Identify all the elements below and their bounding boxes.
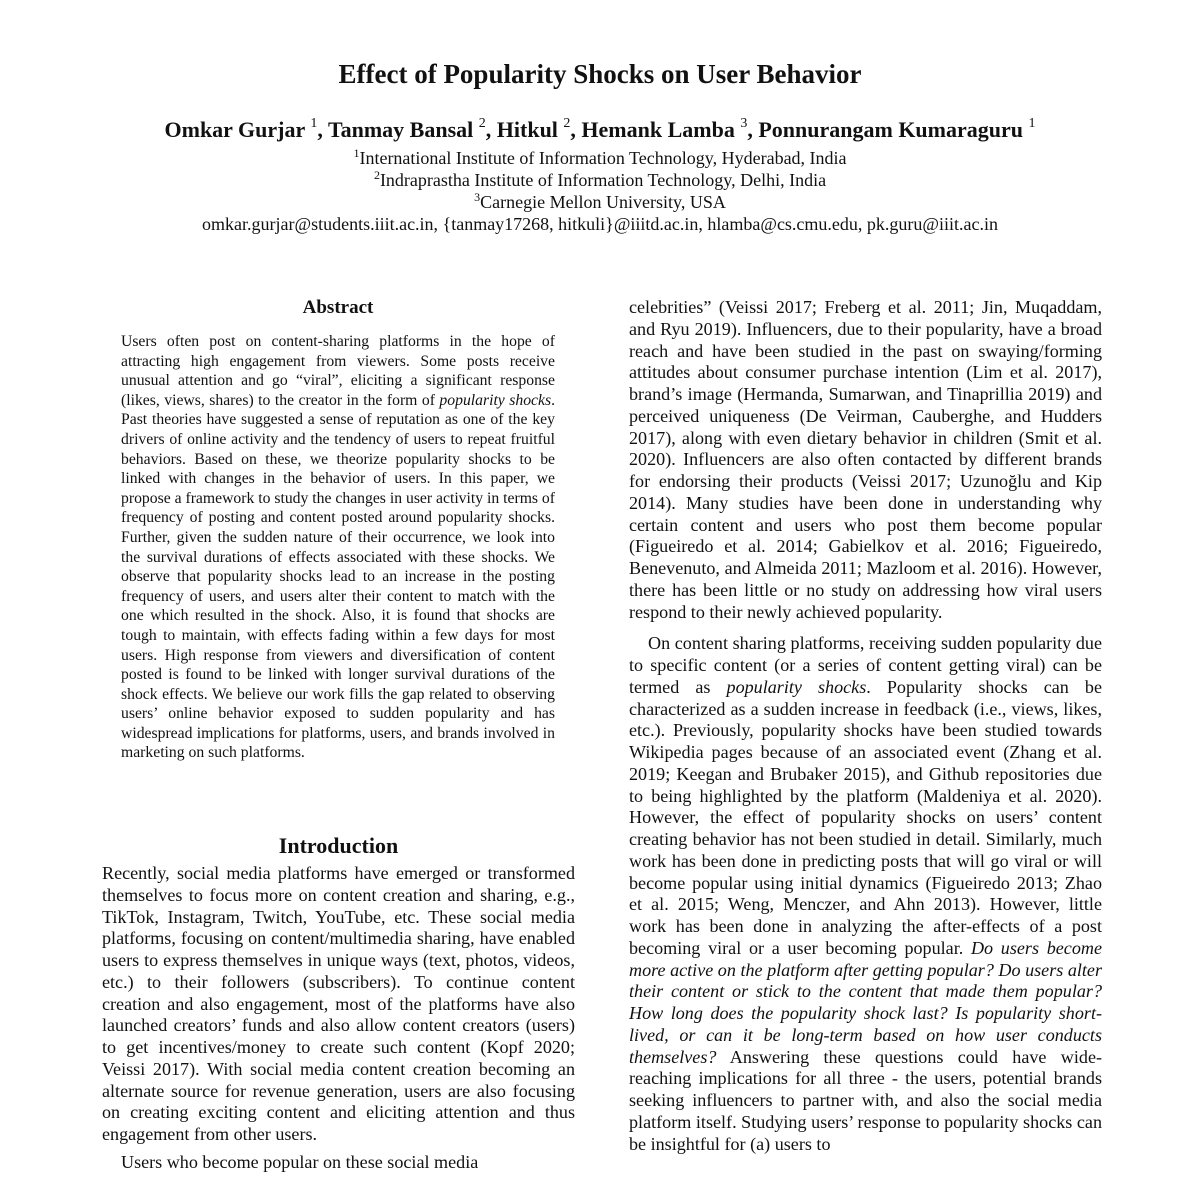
body-text-part: Answering these questions could have wide-reaching implications for all three - the users, potential brands seeking influencers to partner with, and also the social media platform itself. Studying users’ response to popularity shocks can be insightful for (a) users to bbox=[629, 1046, 1102, 1154]
author-affiliation-mark: 1 bbox=[310, 116, 318, 131]
author-list: Omkar Gurjar $^1$, Tanmay Bansal $^2$, Hitkul $^2$, Hemank Lamba $^3$, Ponnurangam Kumaraguru $^1$ bbox=[164, 116, 1036, 142]
body-text-part: On content sharing platforms, receiving sudden popularity due to specific content (or a series of content getting viral) can be termed as bbox=[629, 633, 1102, 697]
affiliations bbox=[0, 147, 1200, 235]
right-column bbox=[629, 297, 1102, 1182]
paper-title: Effect of Popularity Shocks on User Behavior bbox=[338, 59, 862, 89]
abstract-section bbox=[121, 296, 555, 763]
body-emphasis: popularity shocks bbox=[726, 676, 867, 697]
affiliation-text: Carnegie Mellon University, USA bbox=[480, 192, 726, 212]
introduction-section bbox=[102, 832, 575, 1182]
affiliation-line bbox=[0, 147, 1200, 169]
affiliation-mark: 3 bbox=[474, 190, 481, 204]
affiliation-text: International Institute of Information Technology, Hyderabad, India bbox=[359, 148, 847, 168]
author-affiliation-mark: 2 bbox=[563, 116, 571, 131]
abstract-text bbox=[121, 332, 555, 763]
author-emails: omkar.gurjar@students.iiit.ac.in, {tanmay17268, hitkuli}@iiitd.ac.in, hlamba@cs.cmu.edu, pk.guru@iiit.ac.in bbox=[202, 214, 998, 234]
affiliation-line bbox=[0, 191, 1200, 213]
affiliation-line bbox=[0, 169, 1200, 191]
author-affiliation-mark: 1 bbox=[1028, 116, 1036, 131]
abstract-heading: Abstract bbox=[302, 297, 374, 318]
author-affiliation-mark: 2 bbox=[478, 116, 486, 131]
introduction-paragraph: Users who become popular on these social media bbox=[121, 1151, 479, 1172]
author-name: Tanmay Bansal bbox=[327, 117, 474, 142]
research-questions: Do users become more active on the platform after getting popular? Do users alter their content or stick to the content that made them popular? How long does the popularity shock last? Is popularity short-lived, or can it be long-term based on how user conducts themselves? bbox=[629, 937, 1102, 1067]
affiliation-mark: 1 bbox=[353, 146, 360, 160]
body-text-part: . Popularity shocks can be characterized as a sudden increase in feedback (i.e., views, likes, etc.). Previously, popularity shocks have been studied towards Wikipedia pages because of an associated event (Zhang et al. 2019; Keegan and Brubaker 2015), and Github repositories due to being highlighted by the platform (Maldeniya et al. 2020). However, the effect of popularity shocks on users’ content creating behavior has not been studied in detail. Similarly, much work has been done in predicting posts that will go viral or will become popular using initial dynamics (Figueiredo 2013; Zhao et al. 2015; Weng, Menczer, and Ahn 2013). However, little work has been done in analyzing the after-effects of a post becoming viral or a user becoming popular. bbox=[629, 676, 1102, 958]
author-name: Hitkul bbox=[496, 117, 558, 142]
abstract-text-part: Users often post on content-sharing platforms in the hope of attracting high engagement from viewers. Some posts receive unusual attention and go “viral”, eliciting a significant response (likes, views, shares) to the creator in the form of bbox=[121, 333, 555, 409]
author-name: Ponnurangam Kumaraguru bbox=[758, 117, 1023, 142]
introduction-paragraph: Recently, social media platforms have emerged or transformed themselves to focus more on content creation and sharing, e.g., TikTok, Instagram, Twitch, YouTube, etc. These social media platforms, focusing on content/multimedia sharing, have enabled users to express themselves in unique ways (text, photos, videos, etc.) to their followers (subscribers). To continue content creation and also engagement, most of the platforms have also launched creators’ funds and also allow content creators (users) to get incentives/money to create such content (Kopf 2020; Veissi 2017). With social media content creation becoming an alternate source for revenue generation, users are also focusing on creating exciting content and eliciting attention and thus engagement from other users. bbox=[102, 863, 575, 1144]
abstract-text-part: . Past theories have suggested a sense of reputation as one of the key drivers of online activity and the tendency of users to repeat fruitful behaviors. Based on these, we theorize popularity shocks to be linked with changes in the behavior of users. In this paper, we propose a framework to study the changes in user activity in terms of frequency of posting and content posted around popularity shocks. Further, given the sudden nature of their occurrence, we look into the survival durations of effects associated with these shocks. We observe that popularity shocks lead to an increase in the posting frequency of users, and users alter their content to match with the one which resulted in the shock. Also, it is found that shocks are tough to maintain, with effects fading within a few days for most users. High response from viewers and diversification of content posted is found to be linked with longer survival durations of the shock effects. We believe our work fills the gap related to observing users’ online behavior exposed to sudden popularity and has widespread implications for platforms, users, and brands involved in marketing on such platforms. bbox=[121, 391, 555, 762]
introduction-heading: Introduction bbox=[278, 833, 399, 858]
author-name: Hemank Lamba bbox=[581, 117, 735, 142]
affiliation-text: Indraprastha Institute of Information Technology, Delhi, India bbox=[379, 170, 827, 190]
body-paragraph: celebrities” (Veissi 2017; Freberg et al. 2011; Jin, Muqaddam, and Ryu 2019). Influencers, due to their popularity, have a broad reach and have been studied in the past on swaying/forming attitudes about consumer purchase intention (Lim et al. 2017), brand’s image (Hermanda, Sumarwan, and Tinaprillia 2019) and perceived uniqueness (De Veirman, Cauberghe, and Hudders 2017), along with even dietary behavior in children (Smit et al. 2020). Influencers are also often contacted by different brands for endorsing their products (Veissi 2017; Uzunoğlu and Kip 2014). Many studies have been done in understanding why certain content and users who post them become popular (Figueiredo et al. 2014; Gabielkov et al. 2016; Figueiredo, Benevenuto, and Almeida 2011; Mazloom et al. 2016). However, there has been little or no study on addressing how viral users respond to their newly achieved popularity. bbox=[629, 297, 1102, 622]
abstract-emphasis: popularity shocks bbox=[439, 391, 552, 409]
affiliation-mark: 2 bbox=[373, 168, 380, 182]
author-affiliation-mark: 3 bbox=[740, 116, 748, 131]
body-paragraph bbox=[629, 633, 1102, 1155]
author-name: Omkar Gurjar bbox=[164, 117, 305, 142]
